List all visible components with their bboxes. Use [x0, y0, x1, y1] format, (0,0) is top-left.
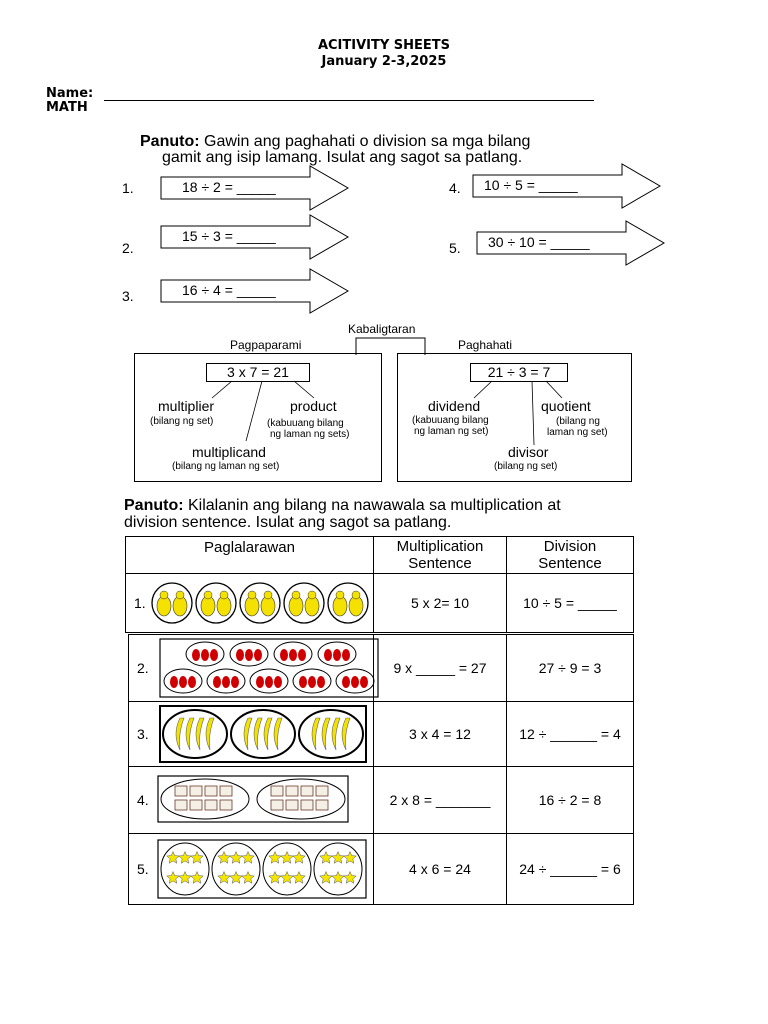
product-sub-1: (kabuuang bilang — [267, 418, 344, 429]
strawberry-icon — [342, 676, 350, 688]
table-cell-div[interactable]: 24 ÷ ______ = 6 — [506, 833, 634, 905]
row-number: 4. — [137, 792, 149, 808]
stars-group-picture — [157, 838, 371, 900]
strawberry-icon — [210, 649, 218, 661]
bananas-group-picture — [159, 704, 369, 764]
panuto-label-2: Panuto: — [124, 497, 184, 514]
strawberry-icon — [254, 649, 262, 661]
multiplication-equation: 3 x 7 = 21 — [206, 363, 310, 382]
group-circle — [314, 843, 362, 895]
star-icon — [343, 872, 355, 884]
book-icon — [286, 800, 298, 810]
instruction-2 — [124, 497, 561, 514]
banana-icon — [322, 718, 330, 750]
strawberry-icon — [236, 649, 244, 661]
table-cell-mult: 3 x 4 = 12 — [373, 701, 507, 767]
star-icon — [190, 872, 202, 884]
row-number: 5. — [137, 861, 149, 877]
group-circle — [231, 710, 295, 758]
arrow-expression: 16 ÷ 4 = _____ — [182, 282, 276, 298]
table-row-picture — [125, 573, 374, 633]
book-icon — [190, 786, 202, 796]
book-icon — [220, 800, 232, 810]
quotient-label: quotient — [541, 398, 591, 414]
strawberry-icon — [231, 676, 239, 688]
arrow-expression: 10 ÷ 5 = _____ — [484, 177, 578, 193]
row-number: 1. — [134, 595, 146, 611]
strawberry-icon — [324, 649, 332, 661]
star-icon — [292, 852, 304, 864]
table-cell-div[interactable]: 12 ÷ ______ = 4 — [506, 701, 634, 767]
book-icon — [190, 800, 202, 810]
book-icon — [316, 786, 328, 796]
instruction-1-line2: gamit ang isip lamang. Isulat ang sagot sa patlang. — [162, 149, 523, 166]
book-icon — [301, 786, 313, 796]
banana-icon — [332, 718, 340, 750]
sheet-date: January 2-3,2025 — [321, 54, 447, 69]
star-icon — [229, 872, 241, 884]
division-arrow-2 — [160, 214, 350, 260]
quotient-sub-2: laman ng set) — [547, 427, 608, 438]
book-icon — [316, 800, 328, 810]
star-icon — [178, 852, 190, 864]
divisor-sub: (bilang ng set) — [494, 461, 558, 472]
star-icon — [166, 872, 178, 884]
col-header-division — [506, 536, 634, 574]
division-arrow-4 — [472, 163, 662, 209]
strawberries-group-picture — [159, 637, 381, 699]
banana-icon — [342, 718, 350, 750]
strawberry-icon — [274, 676, 282, 688]
strawberry-icon — [188, 676, 196, 688]
col-header-mult-l1: Multiplication — [396, 538, 484, 555]
quotient-sub-1: (bilang ng — [556, 416, 600, 427]
book-icon — [271, 800, 283, 810]
book-icon — [175, 786, 187, 796]
arrow-expression: 30 ÷ 10 = _____ — [488, 234, 590, 250]
division-arrow-5 — [476, 220, 666, 266]
strawberry-icon — [342, 649, 350, 661]
panuto-label-1: Panuto: — [140, 133, 200, 150]
star-icon — [319, 872, 331, 884]
star-icon — [217, 852, 229, 864]
banana-icon — [196, 718, 204, 750]
strawberry-icon — [299, 676, 307, 688]
table-cell-mult[interactable]: 9 x _____ = 27 — [373, 634, 507, 702]
division-arrow-1 — [160, 165, 350, 211]
col-header-div-l1: Division — [543, 538, 597, 555]
item-number: 1. — [122, 180, 134, 196]
division-equation: 21 ÷ 3 = 7 — [470, 363, 568, 382]
multiplicand-sub: (bilang ng laman ng set) — [172, 461, 280, 472]
group-circle — [161, 779, 249, 819]
arrow-expression: 15 ÷ 3 = _____ — [182, 228, 276, 244]
strawberry-icon — [179, 676, 187, 688]
division-arrow-3 — [160, 268, 350, 314]
book-icon — [205, 786, 217, 796]
col-header-mult-l2: Sentence — [408, 555, 472, 572]
col-header-multiplication — [373, 536, 507, 574]
paghahati-label: Paghahati — [458, 338, 513, 352]
multiplier-label: multiplier — [158, 398, 215, 414]
star-icon — [217, 872, 229, 884]
strawberry-icon — [256, 676, 264, 688]
strawberry-icon — [280, 649, 288, 661]
group-circle — [212, 843, 260, 895]
pagpaparami-label: Pagpaparami — [230, 338, 302, 352]
star-icon — [268, 852, 280, 864]
item-number: 5. — [449, 240, 461, 256]
product-sub-2: ng laman ng sets) — [270, 429, 350, 440]
table-cell-div: 27 ÷ 9 = 3 — [506, 634, 634, 702]
strawberry-icon — [308, 676, 316, 688]
table-cell-mult[interactable]: 2 x 8 = _______ — [373, 766, 507, 834]
name-field-line[interactable] — [104, 86, 594, 101]
strawberry-icon — [245, 649, 253, 661]
subject-label: MATH — [46, 100, 88, 115]
sheet-title: ACITIVITY SHEETS — [317, 38, 451, 53]
arrow-expression: 18 ÷ 2 = _____ — [182, 179, 276, 195]
star-icon — [331, 852, 343, 864]
divisor-label: divisor — [508, 444, 549, 460]
dividend-label: dividend — [428, 398, 481, 414]
star-icon — [319, 852, 331, 864]
strawberry-icon — [222, 676, 230, 688]
star-icon — [331, 872, 343, 884]
instruction-1-line1: Gawin ang paghahati o division sa mga bilang — [204, 133, 531, 150]
strawberry-icon — [213, 676, 221, 688]
banana-icon — [264, 718, 272, 750]
book-icon — [205, 800, 217, 810]
banana-icon — [244, 718, 252, 750]
strawberry-icon — [333, 649, 341, 661]
product-label: product — [290, 398, 337, 414]
multiplicand-label: multiplicand — [192, 444, 266, 460]
star-icon — [280, 872, 292, 884]
instruction-1 — [140, 133, 530, 150]
banana-icon — [312, 718, 320, 750]
banana-icon — [176, 718, 184, 750]
row-number: 2. — [137, 660, 149, 676]
group-circle — [257, 779, 345, 819]
books-group-picture — [157, 774, 351, 826]
star-icon — [178, 872, 190, 884]
star-icon — [241, 872, 253, 884]
group-circle — [263, 843, 311, 895]
star-icon — [292, 872, 304, 884]
item-number: 2. — [122, 240, 134, 256]
book-icon — [301, 800, 313, 810]
strawberry-icon — [201, 649, 209, 661]
kabaligtaran-label: Kabaligtaran — [348, 322, 416, 336]
book-icon — [271, 786, 283, 796]
dividend-sub-1: (kabuuang bilang — [412, 415, 489, 426]
group-circle — [299, 710, 363, 758]
banana-icon — [206, 718, 214, 750]
multiplier-sub: (bilang ng set) — [150, 416, 214, 427]
dividend-sub-2: ng laman ng set) — [414, 426, 489, 437]
item-number: 3. — [122, 288, 134, 304]
table-cell-div: 16 ÷ 2 = 8 — [506, 766, 634, 834]
item-number: 4. — [449, 180, 461, 196]
strawberry-icon — [317, 676, 325, 688]
table-cell-div[interactable]: 10 ÷ 5 = _____ — [506, 573, 634, 633]
banana-icon — [254, 718, 262, 750]
book-icon — [220, 786, 232, 796]
book-icon — [286, 786, 298, 796]
group-circle — [161, 843, 209, 895]
strawberry-icon — [170, 676, 178, 688]
name-label: Name: — [46, 86, 94, 101]
banana-icon — [274, 718, 282, 750]
instruction-2-line2: division sentence. Isulat ang sagot sa patlang. — [124, 514, 452, 531]
strawberry-icon — [351, 676, 359, 688]
col-header-div-l2: Sentence — [538, 555, 602, 572]
birds-group-picture — [150, 581, 372, 625]
star-icon — [280, 852, 292, 864]
instruction-2-line1: Kilalanin ang bilang na nawawala sa multiplication at — [188, 497, 561, 514]
book-icon — [175, 800, 187, 810]
banana-icon — [186, 718, 194, 750]
strawberry-icon — [192, 649, 200, 661]
group-circle — [163, 710, 227, 758]
star-icon — [166, 852, 178, 864]
table-cell-mult: 4 x 6 = 24 — [373, 833, 507, 905]
strawberry-icon — [298, 649, 306, 661]
star-icon — [343, 852, 355, 864]
star-icon — [229, 852, 241, 864]
star-icon — [190, 852, 202, 864]
star-icon — [268, 872, 280, 884]
col-header-paglalarawan: Paglalarawan — [125, 536, 374, 574]
table-cell-mult: 5 x 2= 10 — [373, 573, 507, 633]
row-number: 3. — [137, 726, 149, 742]
star-icon — [241, 852, 253, 864]
strawberry-icon — [265, 676, 273, 688]
strawberry-icon — [360, 676, 368, 688]
strawberry-icon — [289, 649, 297, 661]
